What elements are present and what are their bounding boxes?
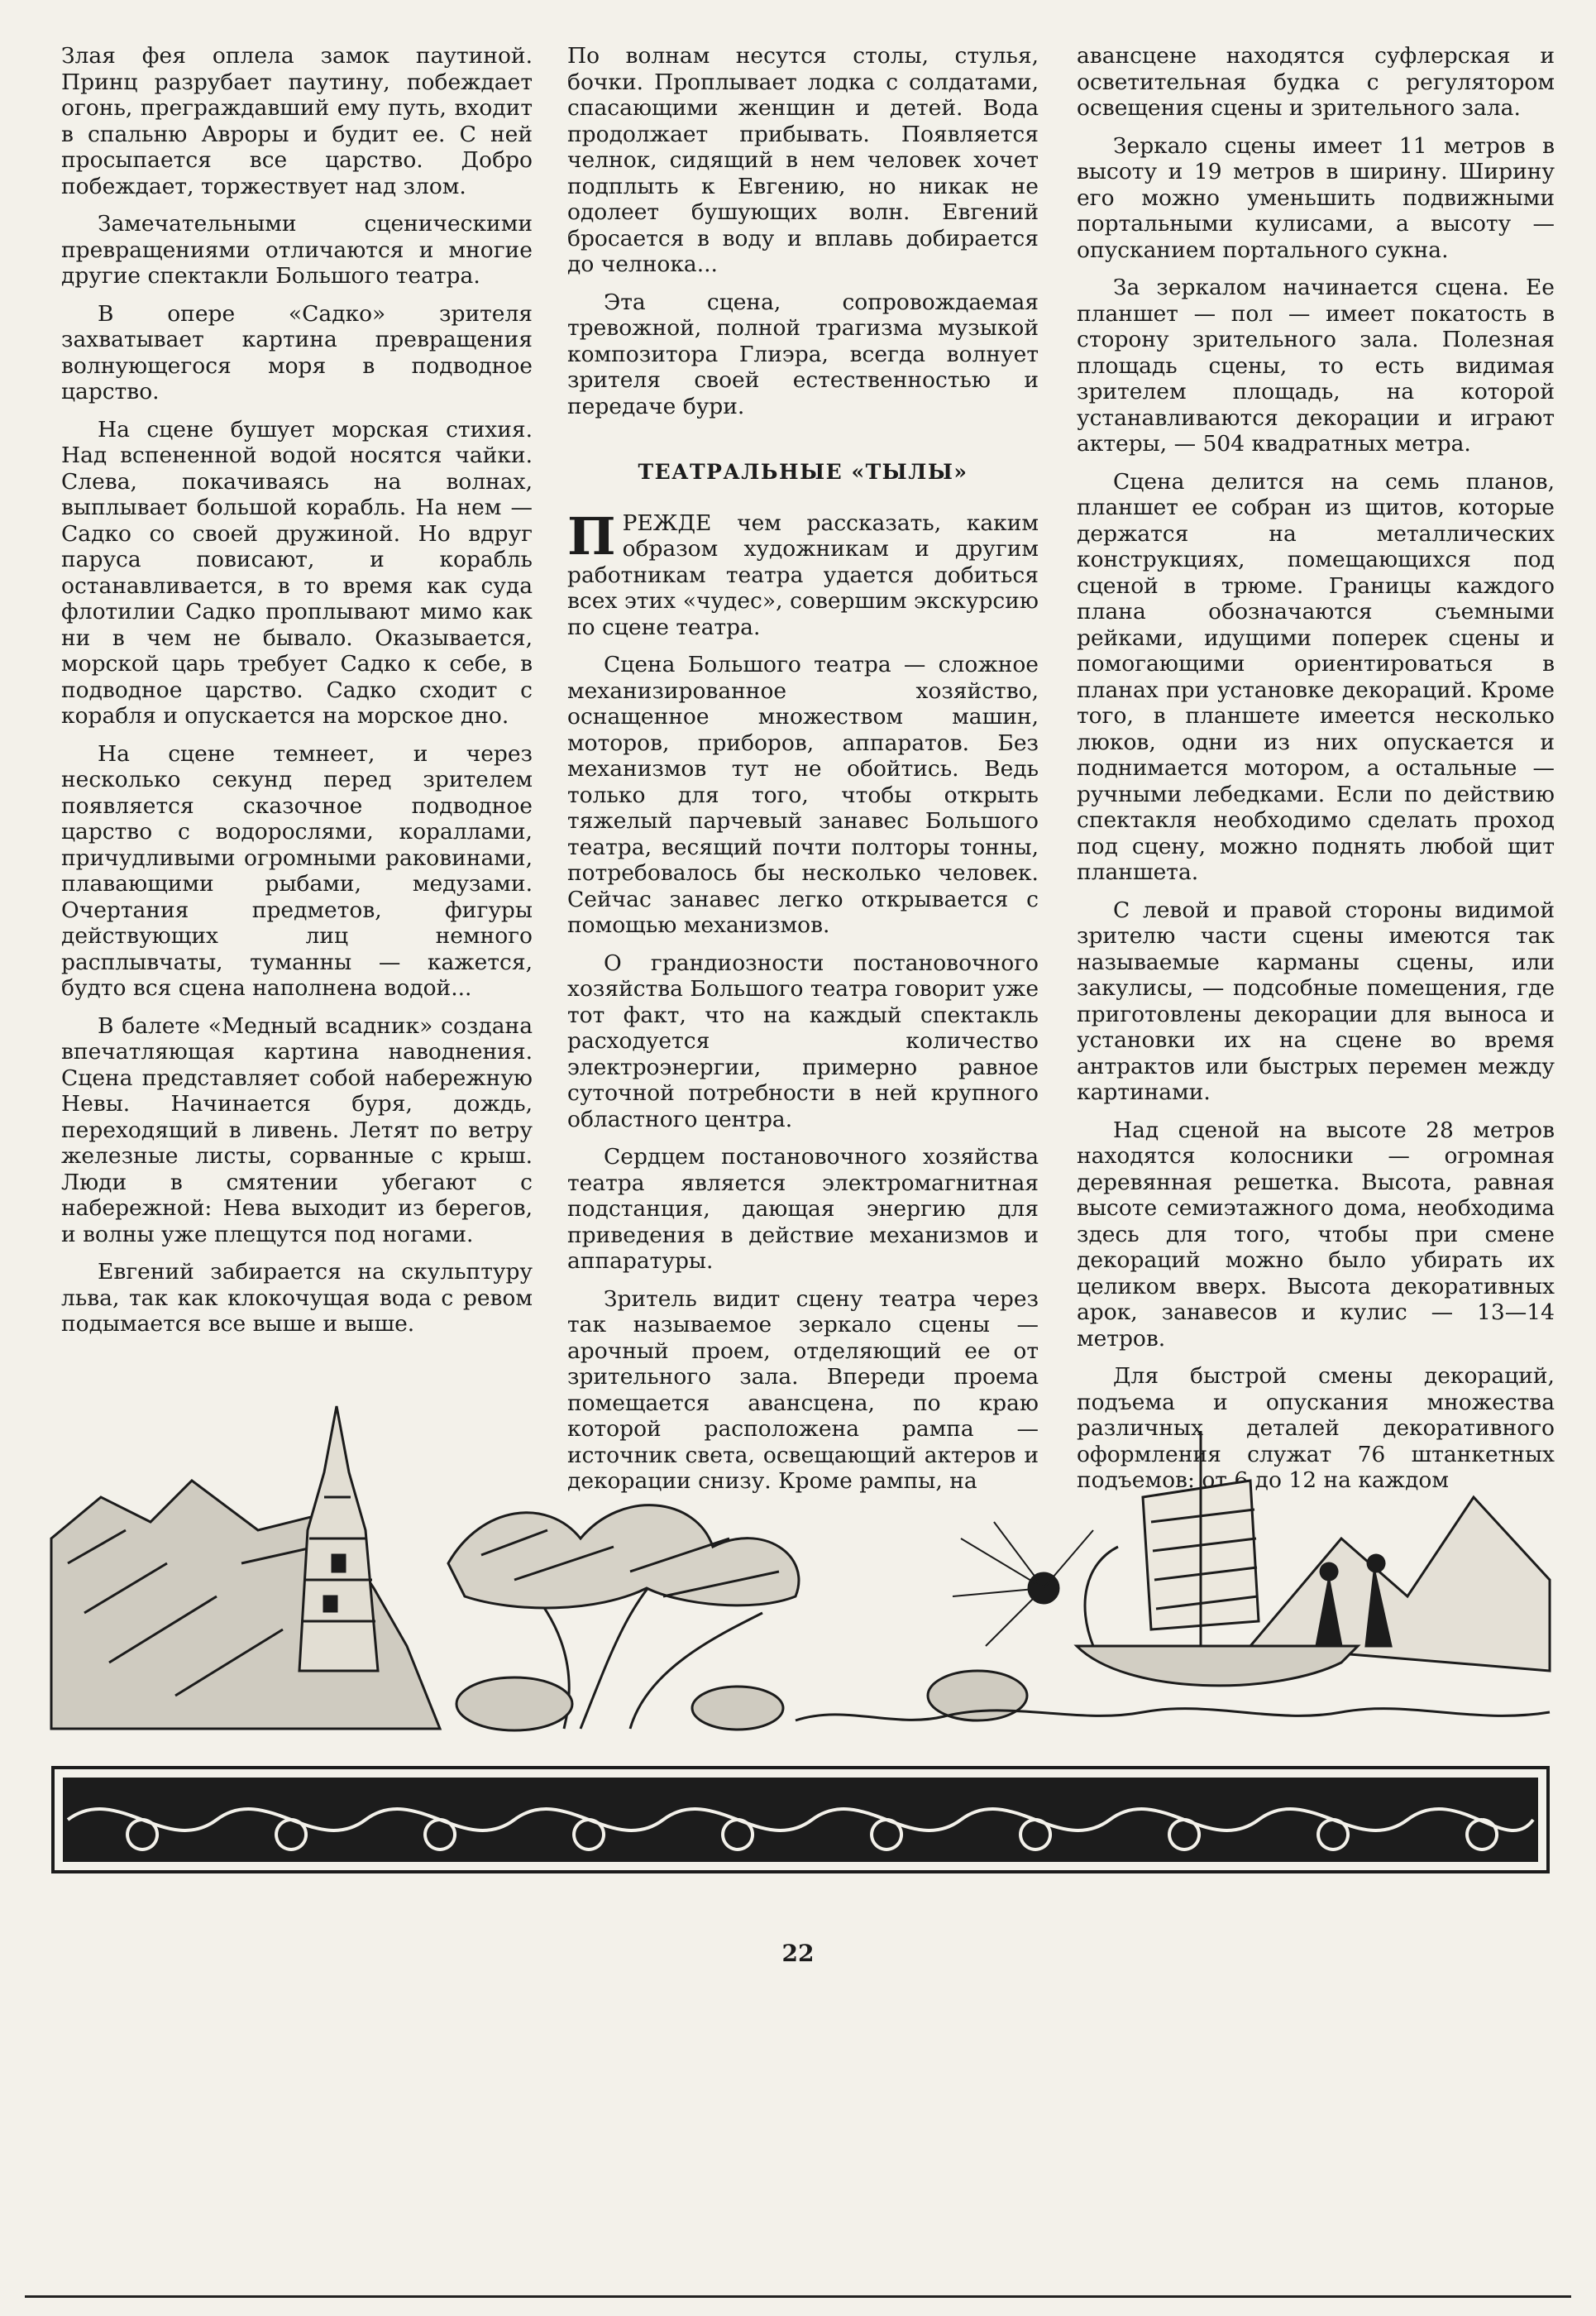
paragraph: За зеркалом начинается сцена. Ее планшет — пол — имеет покатость в сторону зрительного зала. Полезная площадь сцены, то есть видимая зрителем площадь, на которой устанавливаются декорации и играют актеры, — 504 квадратных метра. — [1077, 275, 1555, 457]
section-heading: ТЕАТРАЛЬНЫЕ «ТЫЛЫ» — [638, 460, 968, 484]
lead-paragraph — [567, 505, 1039, 641]
stage-illustration — [51, 1398, 1550, 1729]
paragraph: Для быстрой смены декораций, подъема и опускания множества различных деталей декоративного оформления служат 76 штанкетных подъемов: от 6 до 12 на каждом — [1077, 1363, 1555, 1493]
paragraph: В опере «Садко» зрителя захватывает картина превращения волнующегося моря в подводное царство. — [61, 300, 533, 404]
paragraph: По волнам несутся столы, стулья, бочки. Проплывает лодка с солдатами, спасающими женщин и детей. Вода продолжает прибывать. Появляется челнок, сидящий в нем человек хочет подплыть к Евгению, но никак не одолеет бушующих волн. Евгений бросается в воду и вплавь добирается до челнока... — [567, 43, 1039, 277]
rock-shape — [456, 1677, 572, 1730]
paragraph: Зритель видит сцену театра через так называемое зеркало сцены — арочный проем, отделяющий ее от зрительного зала. Впереди проема помещается авансцена, по краю которой расположена рампа — источник света, освещающий актеров и декорации снизу. Кроме рампы, на — [567, 1285, 1039, 1494]
paragraph: О грандиозности постановочного хозяйства Большого театра говорит уже тот факт, что на каждый спектакль расходуется количество электроэнергии, примерно равное суточной потребности в ней крупного областного центра. — [567, 950, 1039, 1132]
paragraph: На сцене бушует морская стихия. Над вспененной водой носятся чайки. Слева, покачиваясь на волнах, выплывает большой корабль. На нем — Садко со своей дружиной. Но вдруг паруса повисают, и корабль останавливается, в то время как суда флотилии Садко проплывают мимо как ни в чем не бывало. Оказывается, морской царь требует Садко к себе, в подводное царство. Садко сходит с корабля и опускается на морское дно. — [61, 416, 533, 729]
water-shape — [796, 1709, 1550, 1720]
paragraph: Над сценой на высоте 28 метров находятся колосники — огромная деревянная решетка. Высота, равная высоте семиэтажного дома, необходима здесь для того, чтобы при смене декораций можно было убирать их целиком вверх. Высота декоративных арок, занавесов и кулис — 13—14 метров. — [1077, 1117, 1555, 1352]
paragraph: Сцена Большого театра — сложное механизированное хозяйство, оснащенное множеством машин, моторов, приборов, аппаратов. Без механизмов тут не обойтись. Ведь только для того, чтобы открыть тяжелый парчевый занавес Большого театра, весящий почти полторы тонны, потребовалось бы несколько человек. Сейчас занавес легко открывается с помощью механизмов. — [567, 652, 1039, 938]
paragraph: На сцене темнеет, и через несколько секунд перед зрителем появляется сказочное подводное царство с водорослями, кораллами, причудливыми огромными раковинами, плавающими рыбами, медузами. Очертания предметов, фигуры действующих лиц немного расплывчаты, туманны — кажется, будто вся сцена наполнена водой... — [61, 740, 533, 1001]
text-column-1 — [61, 43, 533, 1400]
ship-hull — [1077, 1646, 1358, 1686]
paragraph: Сердцем постановочного хозяйства театра является электромагнитная подстанция, дающая энергию для приведения в действие механизмов и аппаратуры. — [567, 1144, 1039, 1274]
paragraph: В балете «Медный всадник» создана впечатляющая картина наводнения. Сцена представляет собой набережную Невы. Начинается буря, дождь, переходящий в ливень. Летят по ветру железные листы, сорванные с крыш. Люди в смятении убегают с набережной: Нева выходит из берегов, и волны уже плещутся под ногами. — [61, 1012, 533, 1247]
paragraph: Злая фея оплела замок паутиной. Принц разрубает паутину, побеждает огонь, преграждавший ему путь, входит в спальню Авроры и будит ее. С ней просыпается все царство. Добро побеждает, торжествует над злом. — [61, 43, 533, 199]
ornamental-border — [51, 1766, 1550, 1873]
text-column-2 — [567, 43, 1039, 1494]
bottom-rule — [25, 2295, 1571, 2298]
cliff-shape — [51, 1481, 440, 1729]
paragraph: Евгений забирается на скульптуру льва, так как клокочущая вода с ревом подымается все выше и выше. — [61, 1259, 533, 1337]
lead-text: РЕЖДЕ чем рассказать, каким образом художникам и другим работникам театра удается добиться всех этих «чудес», совершим экскурсию по сцене театра. — [567, 510, 1039, 640]
paragraph: Эта сцена, сопровождаемая тревожной, полной трагизма музыкой композитора Глиэра, всегда волнует зрителя своей естественностью и передаче бури. — [567, 289, 1039, 419]
paragraph: Замечательными сценическими превращениями отличаются и многие другие спектакли Большого театра. — [61, 211, 533, 289]
text-column-3 — [1077, 43, 1555, 1493]
drop-cap: П — [567, 505, 616, 567]
paragraph: С левой и правой стороны видимой зрителю части сцены имеются так называемые карманы сцены, или закулисы, — подсобные помещения, где приготовлены декорации для выноса и установки их на сцене во время антрактов или быстрых перемен между картинами. — [1077, 897, 1555, 1105]
paragraph: Сцена делится на семь планов, планшет ее собран из щитов, которые держатся на металлических конструкциях, помещающихся под сценой в трюме. Границы каждого плана обозначаются съемными рейками, идущими поперек сцены и помогающими ориентироваться в планах при установке декораций. Кроме того, в планшете имеется несколько люков, одни из них опускается и поднимается мотором, а остальные — ручными лебедками. Если по действию спектакля необходимо сделать проход под сцену, можно поднять любой щит планшета. — [1077, 468, 1555, 885]
paragraph: авансцене находятся суфлерская и осветительная будка с регулятором освещения сцены и зрительного зала. — [1077, 43, 1555, 121]
page-number: 22 — [781, 1940, 815, 1967]
paragraph: Зеркало сцены имеет 11 метров в высоту и 19 метров в ширину. Ширину его можно уменьшить подвижными портальными кулисами, а высоту — опусканием портального сукна. — [1077, 132, 1555, 263]
